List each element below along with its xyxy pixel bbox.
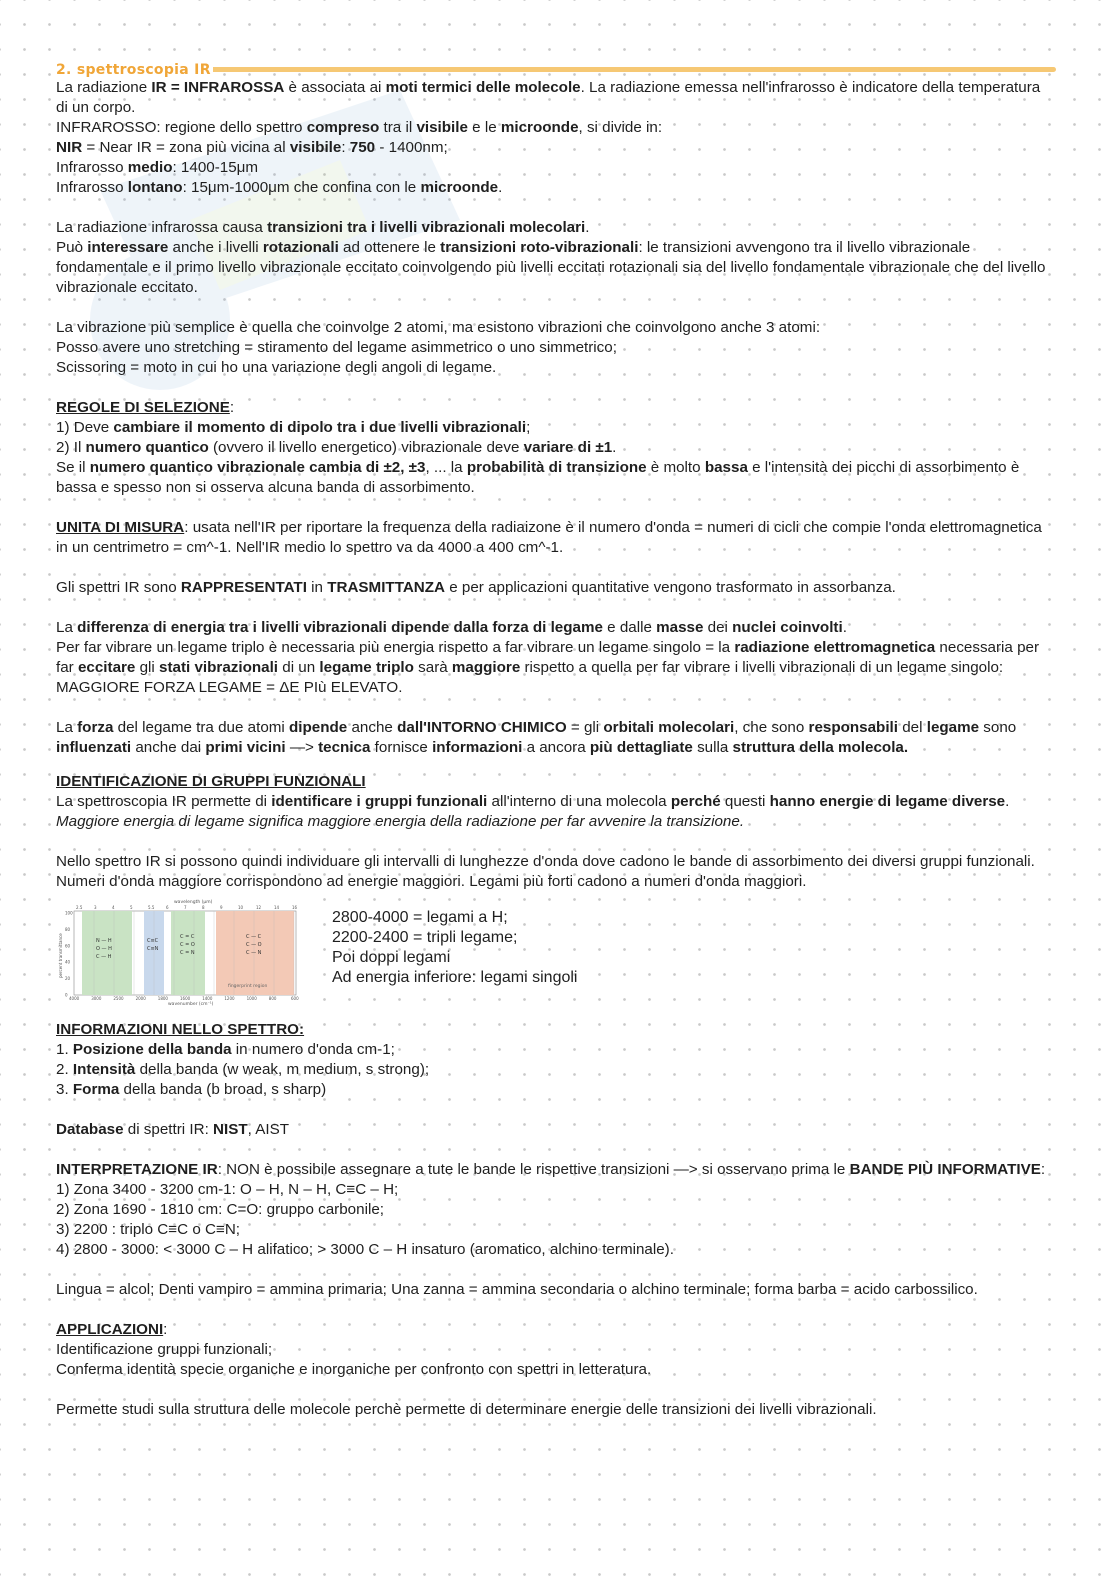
fig-note-2: 2200-2400 = tripli legame; bbox=[332, 929, 518, 946]
top-tick-label: 5 bbox=[130, 905, 133, 910]
fig-xlabel: wavenumber (cm⁻¹) bbox=[168, 1002, 214, 1006]
top-tick-label: 10 bbox=[238, 905, 244, 910]
bottom-tick-label: 600 bbox=[291, 996, 299, 1001]
ir-spectrum-figure bbox=[56, 898, 302, 1006]
heading-functional-groups: IDENTIFICAZIONE DI GRUPPI FUNZIONALI bbox=[56, 773, 366, 790]
bottom-tick-label: 1200 bbox=[224, 996, 235, 1001]
section-title: 2. spettroscopia IR bbox=[56, 62, 211, 78]
band-label: C = C bbox=[180, 934, 195, 940]
y-tick-label: 20 bbox=[65, 976, 71, 982]
paragraph-spectrum-intervals: Nello spettro IR si possono quindi individuare gli intervalli di lunghezze d'onda dove cadono le bande di assorbimento dei diversi gruppi funzionali. Numeri d'onda maggiore corrispondono ad energie maggiori. Legami più forti cadono a numeri d'onda maggiori. bbox=[56, 853, 1035, 890]
band-label: C = O bbox=[180, 942, 195, 948]
bottom-tick-label: 1800 bbox=[157, 996, 168, 1001]
bottom-tick-label: 2000 bbox=[135, 996, 146, 1001]
paragraph-units: UNITA DI MISURA: usata nell'IR per riportare la frequenza della radiaizone è il numero d'onda = numeri di cicli che compie l'onda elettromagnetica in un centrimetro = cm^-1. Nell'IR medio lo spettro va da 4000 a 400 cm^-1. bbox=[56, 519, 1042, 556]
paragraph-energy-difference: La differenza di energia tra i livelli vibrazionali dipende dalla forza di legame e dalle masse dei nuclei coinvolti. bbox=[56, 619, 847, 636]
paragraph-database: Database di spettri IR: NIST, AIST bbox=[56, 1121, 289, 1138]
band-labels-hydrogen bbox=[96, 938, 112, 960]
info-item-1: 1. Posizione della banda in numero d'onda cm-1; bbox=[56, 1041, 395, 1058]
paragraph-chemical-environment: La forza del legame tra due atomi dipende anche dall'INTORNO CHIMICO = gli orbitali molecolari, che sono responsabili del legame sono influenzati anche dai primi vicini —> tecnica fornisce informazioni a ancora più dettagliate sulla struttura della molecola. bbox=[56, 719, 1017, 756]
fig-top-label: wavelength (μm) bbox=[174, 900, 213, 905]
bottom-tick-label: 1600 bbox=[180, 996, 191, 1001]
paragraph-stretching: Posso avere uno stretching = stiramento del legame asimmetrico o uno simmetrico; bbox=[56, 339, 617, 356]
title-underline-bar bbox=[206, 67, 1056, 72]
top-tick-label: 4 bbox=[112, 905, 115, 910]
top-tick-label: 6 bbox=[166, 905, 169, 910]
figure-notes bbox=[332, 908, 577, 988]
paragraph-structure-studies: Permette studi sulla struttura delle molecole perchè permette di determinare energie delle transizioni dei livelli vibrazionali. bbox=[56, 1401, 877, 1418]
zone-4: 4) 2800 - 3000: < 3000 C – H alifatico; > 3000 C – H insaturo (aromatico, alchino terminale). bbox=[56, 1241, 674, 1258]
band-labels-single bbox=[246, 934, 262, 956]
paragraph-transmittance: Gli spettri IR sono RAPPRESENTATI in TRASMITTANZA e per applicazioni quantitative vengono trasformato in assorbanza. bbox=[56, 579, 896, 596]
paragraph-infrared-region: INFRAROSSO: regione dello spettro compreso tra il visibile e le microonde, si divide in: bbox=[56, 119, 663, 136]
fingerprint-label: fingerprint region bbox=[228, 984, 268, 989]
paragraph-transitions: La radiazione infrarossa causa transizioni tra i livelli vibrazionali molecolari. bbox=[56, 219, 590, 236]
zone-2: 2) Zona 1690 - 1810 cm: C=O: gruppo carbonile; bbox=[56, 1201, 384, 1218]
bottom-tick-label: 3000 bbox=[91, 996, 102, 1001]
fig-note-1: 2800-4000 = legami a H; bbox=[332, 909, 508, 926]
top-tick-label: 9 bbox=[220, 905, 223, 910]
zone-1: 1) Zona 3400 - 3200 cm-1: O – H, N – H, C≡C – H; bbox=[56, 1181, 399, 1198]
top-tick-label: 16 bbox=[292, 905, 298, 910]
band-labels-double bbox=[180, 934, 195, 956]
application-2: Conferma identità specie organiche e inorganiche per confronto con spettri in letteratura. bbox=[56, 1361, 652, 1378]
band-label: C≡N bbox=[147, 946, 159, 952]
band-label: N — H bbox=[96, 938, 112, 944]
bottom-tick-label: 800 bbox=[268, 996, 277, 1001]
bottom-tick-label: 1400 bbox=[202, 996, 213, 1001]
band-label: C = N bbox=[180, 950, 195, 956]
top-tick-label: 3 bbox=[94, 905, 97, 910]
paragraph-far-ir: Infrarosso lontano: 15μm-1000μm che confina con le microonde. bbox=[56, 179, 503, 196]
top-tick-label: 5.5 bbox=[148, 905, 155, 910]
paragraph-mid-ir: Infrarosso medio: 1400-15μm bbox=[56, 159, 259, 176]
paragraph-interpretation: INTERPRETAZIONE IR: NON è possibile assegnare a tute le bande le rispettive transizioni —> si osservano prima le BANDE PIÙ INFORMATIVE: bbox=[56, 1161, 1046, 1178]
top-tick-label: 12 bbox=[256, 905, 262, 910]
fig-ylabel: percent transmittance bbox=[58, 933, 63, 978]
paragraph-mnemonics: Lingua = alcol; Denti vampiro = ammina primaria; Una zanna = ammina secondaria o alchino terminale; forma barba = acido carbossilico. bbox=[56, 1281, 978, 1298]
paragraph-nir: NIR = Near IR = zona più vicina al visibile: 750 - 1400nm; bbox=[56, 139, 448, 156]
rule-3: Se il numero quantico vibrazionale cambia di ±2, ±3, ... la probabilità di transizione è molto bassa e l'intensità dei picchi di assorbimento è bassa e spesso non si osserva alcuna banda di assorbimento. bbox=[56, 459, 1020, 496]
heading-applications: APPLICAZIONI: bbox=[56, 1321, 168, 1338]
bottom-tick-label: 1000 bbox=[246, 996, 257, 1001]
y-tick-label: 80 bbox=[65, 926, 71, 932]
top-tick-label: 14 bbox=[274, 905, 280, 910]
band-label: C — C bbox=[246, 934, 262, 940]
top-tick-label: 8 bbox=[202, 905, 205, 910]
rule-2: 2) Il numero quantico (ovvero il livello energetico) vibrazionale deve variare di ±1. bbox=[56, 439, 617, 456]
band-label: C — O bbox=[246, 942, 262, 948]
band-label: C — H bbox=[96, 954, 112, 960]
band-label: C — N bbox=[246, 950, 262, 956]
rule-1: 1) Deve cambiare il momento di dipolo tra i due livelli vibrazionali; bbox=[56, 419, 531, 436]
y-tick-label: 40 bbox=[65, 959, 71, 965]
paragraph-functional-groups: La spettroscopia IR permette di identificare i gruppi funzionali all'interno di una molecola perché questi hanno energie di legame diverse. Maggiore energia di legame significa maggiore energia della radiazione per far avvenire la transizione. bbox=[56, 793, 1010, 830]
figure-row bbox=[56, 898, 1056, 1006]
paragraph-scissoring: Scissoring = moto in cui ho una variazione degli angoli di legame. bbox=[56, 359, 497, 376]
bottom-tick-label: 4000 bbox=[69, 996, 80, 1001]
section-header bbox=[56, 60, 1056, 78]
top-tick-label: 7 bbox=[184, 905, 187, 910]
heading-selection-rules: REGOLE DI SELEZIONE: bbox=[56, 399, 235, 416]
heading-spectrum-info: INFORMAZIONI NELLO SPETTRO: bbox=[56, 1021, 305, 1038]
band-label: C≡C bbox=[147, 938, 159, 944]
paragraph-ir-definition: La radiazione IR = INFRAROSSA è associata ai moti termici delle molecole. La radiazione emessa nell'infrarosso è indicatore della temperatura di un corpo. bbox=[56, 79, 1041, 116]
zone-3: 3) 2200 : triplo C≡C o C≡N; bbox=[56, 1221, 241, 1238]
paragraph-triple-bond: Per far vibrare un legame triplo è necessaria più energia rispetto a far vibrare un legame singolo = la radiazione elettromagnetica necessaria per far eccitare gli stati vibrazionali di un legame triplo sarà maggiore rispetto a quella per far vibrare i livelli vibrazionali di un legame singolo: MAGGIORE FORZA LEGAME = ΔE PIù ELEVATO. bbox=[56, 639, 1040, 696]
y-tick-label: 0 bbox=[65, 992, 68, 998]
y-tick-label: 60 bbox=[65, 943, 71, 949]
paragraph-roto-vibrational: Può interessare anche i livelli rotazionali ad ottenere le transizioni roto-vibrazionali: le transizioni avvengono tra il livello vibrazionale fondamentale e il primo livello vibrazionale eccitato coinvolgendo più livelli eccitati rotazionali sia del livello fondamentale vibrazionale che del livello vibrazionale eccitato. bbox=[56, 239, 1046, 296]
y-tick-label: 100 bbox=[65, 910, 73, 916]
band-hydrogen-region bbox=[82, 911, 132, 995]
bottom-tick-label: 2500 bbox=[113, 996, 124, 1001]
fig-note-4: Ad energia inferiore: legami singoli bbox=[332, 969, 578, 986]
fig-note-3: Poi doppi legami bbox=[332, 949, 451, 966]
document-page bbox=[56, 60, 1056, 1420]
paragraph-vibration: La vibrazione più semplice è quella che coinvolge 2 atomi, ma esistono vibrazioni che coinvolgono anche 3 atomi: bbox=[56, 319, 821, 336]
info-item-2: 2. Intensità della banda (w weak, m medium, s strong); bbox=[56, 1061, 430, 1078]
application-1: Identificazione gruppi funzionali; bbox=[56, 1341, 273, 1358]
band-label: O — H bbox=[96, 946, 112, 952]
top-tick-label: 2.5 bbox=[76, 905, 83, 910]
info-item-3: 3. Forma della banda (b broad, s sharp) bbox=[56, 1081, 327, 1098]
